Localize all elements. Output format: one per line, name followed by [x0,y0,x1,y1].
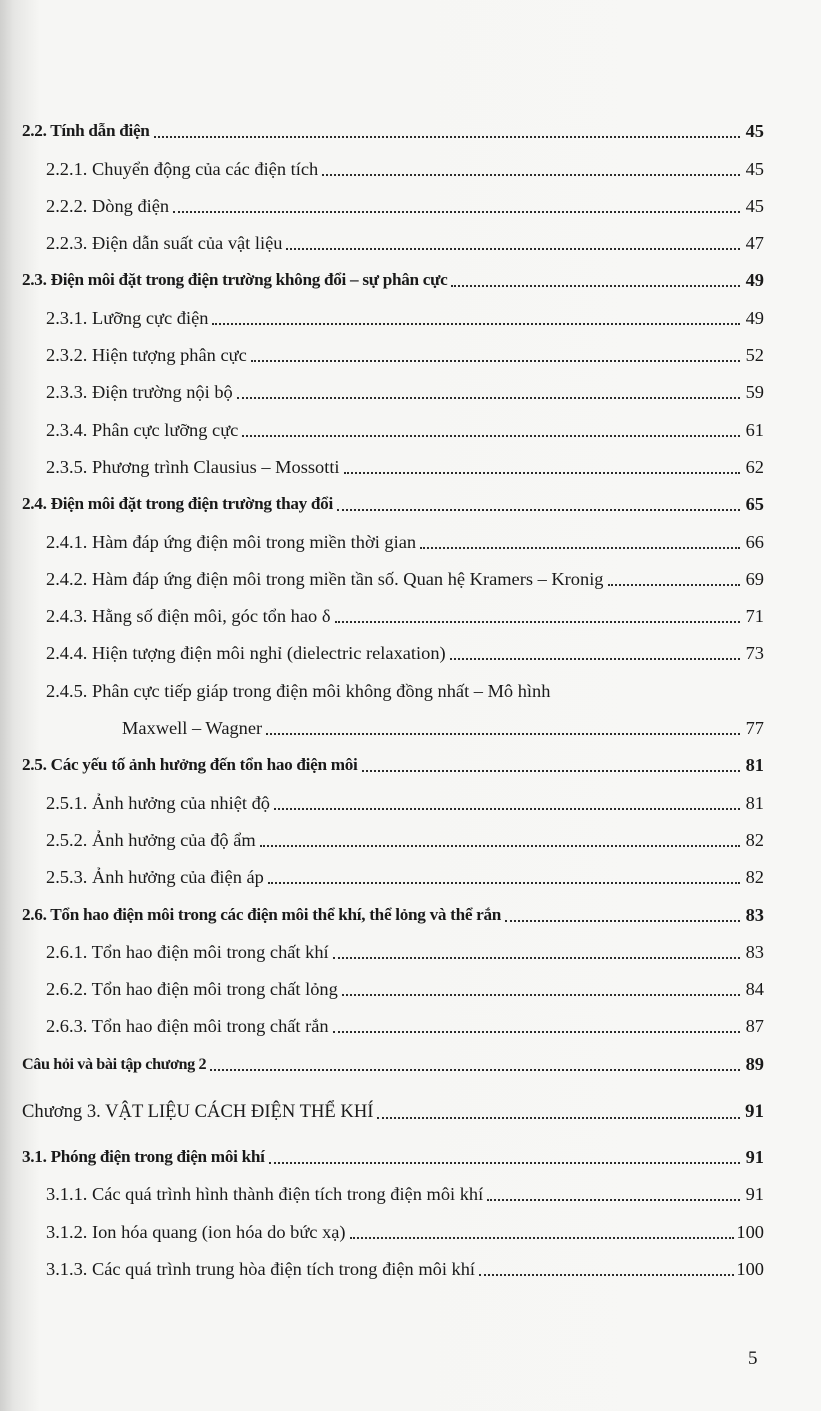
leader-dots [237,397,740,399]
toc-label: 2.5.2. Ảnh hưởng của độ ẩm [46,829,256,850]
leader-dots [487,1199,740,1201]
toc-section-2-4[interactable] [22,478,764,515]
leader-dots [274,808,740,810]
toc-page: 69 [745,568,764,589]
toc-page: 49 [745,307,764,328]
toc-questions-chapter-2[interactable] [22,1037,764,1074]
toc-page: 82 [745,867,764,888]
toc-label: 2.3.4. Phân cực lưỡng cực [46,419,239,440]
leader-dots [420,547,740,549]
toc-subsection-2-4-5[interactable] [22,664,764,701]
toc-subsection-2-3-4[interactable] [22,403,764,440]
toc-chapter-3[interactable] [22,1075,764,1123]
toc-subsection-2-5-1[interactable] [22,776,764,813]
toc-page: 49 [745,270,764,291]
leader-dots [154,136,740,138]
toc-subsection-2-3-5[interactable] [22,441,764,478]
toc-subsection-2-4-4[interactable] [22,627,764,664]
toc-subsection-2-4-1[interactable] [22,515,764,552]
leader-dots [344,472,740,474]
toc-subsection-2-2-2[interactable] [22,180,764,217]
leader-dots [608,584,741,586]
toc-label: 2.6.1. Tổn hao điện môi trong chất khí [46,941,329,962]
toc-label: 3.1.1. Các quá trình hình thành điện tích trong điện môi khí [46,1184,484,1205]
toc-page: 52 [745,345,764,366]
leader-dots [362,770,740,772]
toc-page: 45 [745,195,764,216]
leader-dots [333,1031,740,1033]
leader-dots [251,360,740,362]
toc-label: 2.6.2. Tổn hao điện môi trong chất lỏng [46,979,338,1000]
leader-dots [479,1274,734,1276]
toc-section-2-5[interactable] [22,739,764,776]
toc-section-2-6[interactable] [22,888,764,925]
leader-dots [450,658,740,660]
toc-subsection-2-6-3[interactable] [22,1000,764,1037]
leader-dots [286,248,740,250]
leader-dots [242,435,740,437]
toc-label: 2.2.1. Chuyển động của các điện tích [46,158,319,179]
toc-page: 66 [745,531,764,552]
toc-section-2-3[interactable] [22,254,764,291]
toc-subsection-2-5-3[interactable] [22,851,764,888]
toc-page: 73 [745,643,764,664]
toc-label: Maxwell – Wagner [122,718,263,739]
leader-dots [342,994,740,996]
toc-page: 71 [745,606,764,627]
toc-page: 91 [745,1147,764,1168]
toc-label: Chương 3. VẬT LIỆU CÁCH ĐIỆN THỂ KHÍ [22,1100,374,1122]
toc-label: 2.4.1. Hàm đáp ứng điện môi trong miền thời gian [46,531,417,552]
toc-label: 2.3.3. Điện trường nội bộ [46,382,233,403]
leader-dots [268,882,740,884]
leader-dots [173,211,740,213]
toc-page: 100 [736,1258,764,1279]
toc-label: 2.3.1. Lưỡng cực điện [46,307,209,328]
toc-subsection-2-4-3[interactable] [22,590,764,627]
toc-subsection-2-4-5-continued[interactable] [22,702,764,739]
leader-dots [337,509,740,511]
toc-page: 45 [745,158,764,179]
toc-page: 87 [745,1016,764,1037]
toc-label: Câu hỏi và bài tập chương 2 [22,1054,207,1073]
toc-label: 2.5.3. Ảnh hưởng của điện áp [46,867,264,888]
leader-dots [335,621,741,623]
toc-subsection-2-4-2[interactable] [22,553,764,590]
toc-page: 83 [745,941,764,962]
toc-page: 47 [745,233,764,254]
toc-subsection-2-2-1[interactable] [22,142,764,179]
toc-page: 77 [745,718,764,739]
toc-subsection-2-6-1[interactable] [22,926,764,963]
leader-dots [377,1117,740,1119]
toc-label: 2.3.5. Phương trình Clausius – Mossotti [46,456,340,477]
toc-subsection-2-2-3[interactable] [22,217,764,254]
toc-section-3-1[interactable] [22,1131,764,1168]
toc-page: 91 [745,1184,764,1205]
leader-dots [269,1162,740,1164]
toc-page: 100 [736,1221,764,1242]
toc-label: 2.4. Điện môi đặt trong điện trường thay đổi [22,494,333,514]
toc-page: 84 [745,979,764,1000]
toc-label: 3.1.2. Ion hóa quang (ion hóa do bức xạ) [46,1221,346,1242]
toc-page: 89 [745,1053,764,1074]
leader-dots [260,845,740,847]
toc-subsection-2-3-3[interactable] [22,366,764,403]
toc-label: 2.3. Điện môi đặt trong điện trường không đổi – sự phân cực [22,270,448,290]
toc-label: 2.3.2. Hiện tượng phân cực [46,345,247,366]
toc-label: 2.5.1. Ảnh hưởng của nhiệt độ [46,792,271,813]
page-number: 5 [748,1348,758,1369]
toc-label: 2.4.2. Hàm đáp ứng điện môi trong miền tần số. Quan hệ Kramers – Kronig [46,568,604,589]
toc-label: 2.4.3. Hằng số điện môi, góc tổn hao δ [46,606,331,627]
leader-dots [333,957,740,959]
toc-label: 2.4.5. Phân cực tiếp giáp trong điện môi không đồng nhất – Mô hình [46,680,551,701]
toc-page: 81 [745,755,764,776]
table-of-contents [22,105,764,1280]
toc-page: 81 [745,792,764,813]
toc-label: 2.5. Các yếu tố ảnh hưởng đến tổn hao điện môi [22,755,358,775]
leader-dots [322,174,740,176]
toc-label: 3.1.3. Các quá trình trung hòa điện tích trong điện môi khí [46,1258,476,1279]
leader-dots [451,285,740,287]
spacer [22,1123,764,1131]
leader-dots [505,920,740,922]
toc-page: 62 [745,456,764,477]
toc-label: 2.4.4. Hiện tượng điện môi nghỉ (dielectric relaxation) [46,643,446,664]
toc-subsection-3-1-1[interactable] [22,1168,764,1205]
leader-dots [212,323,740,325]
toc-label: 2.6.3. Tổn hao điện môi trong chất rắn [46,1016,329,1037]
leader-dots [266,733,740,735]
toc-page: 45 [745,121,764,142]
toc-label: 3.1. Phóng điện trong điện môi khí [22,1147,265,1167]
toc-subsection-2-6-2[interactable] [22,963,764,1000]
toc-subsection-3-1-3[interactable] [22,1243,764,1280]
toc-page: 83 [745,904,764,925]
toc-label: 2.2.3. Điện dẫn suất của vật liệu [46,233,283,254]
toc-page: 61 [745,419,764,440]
toc-label: 2.2.2. Dòng điện [46,195,170,216]
toc-subsection-2-5-2[interactable] [22,814,764,851]
toc-subsection-2-3-1[interactable] [22,291,764,328]
toc-label: 2.6. Tổn hao điện môi trong các điện môi thể khí, thể lỏng và thể rắn [22,904,502,924]
leader-dots [350,1237,735,1239]
toc-subsection-2-3-2[interactable] [22,329,764,366]
toc-page: 59 [745,382,764,403]
toc-label: 2.2. Tính dẫn điện [22,121,150,141]
leader-dots [210,1069,740,1071]
toc-page: 65 [745,494,764,515]
toc-page: 82 [745,829,764,850]
toc-subsection-3-1-2[interactable] [22,1205,764,1242]
toc-page: 91 [745,1100,764,1122]
toc-section-2-2[interactable] [22,105,764,142]
